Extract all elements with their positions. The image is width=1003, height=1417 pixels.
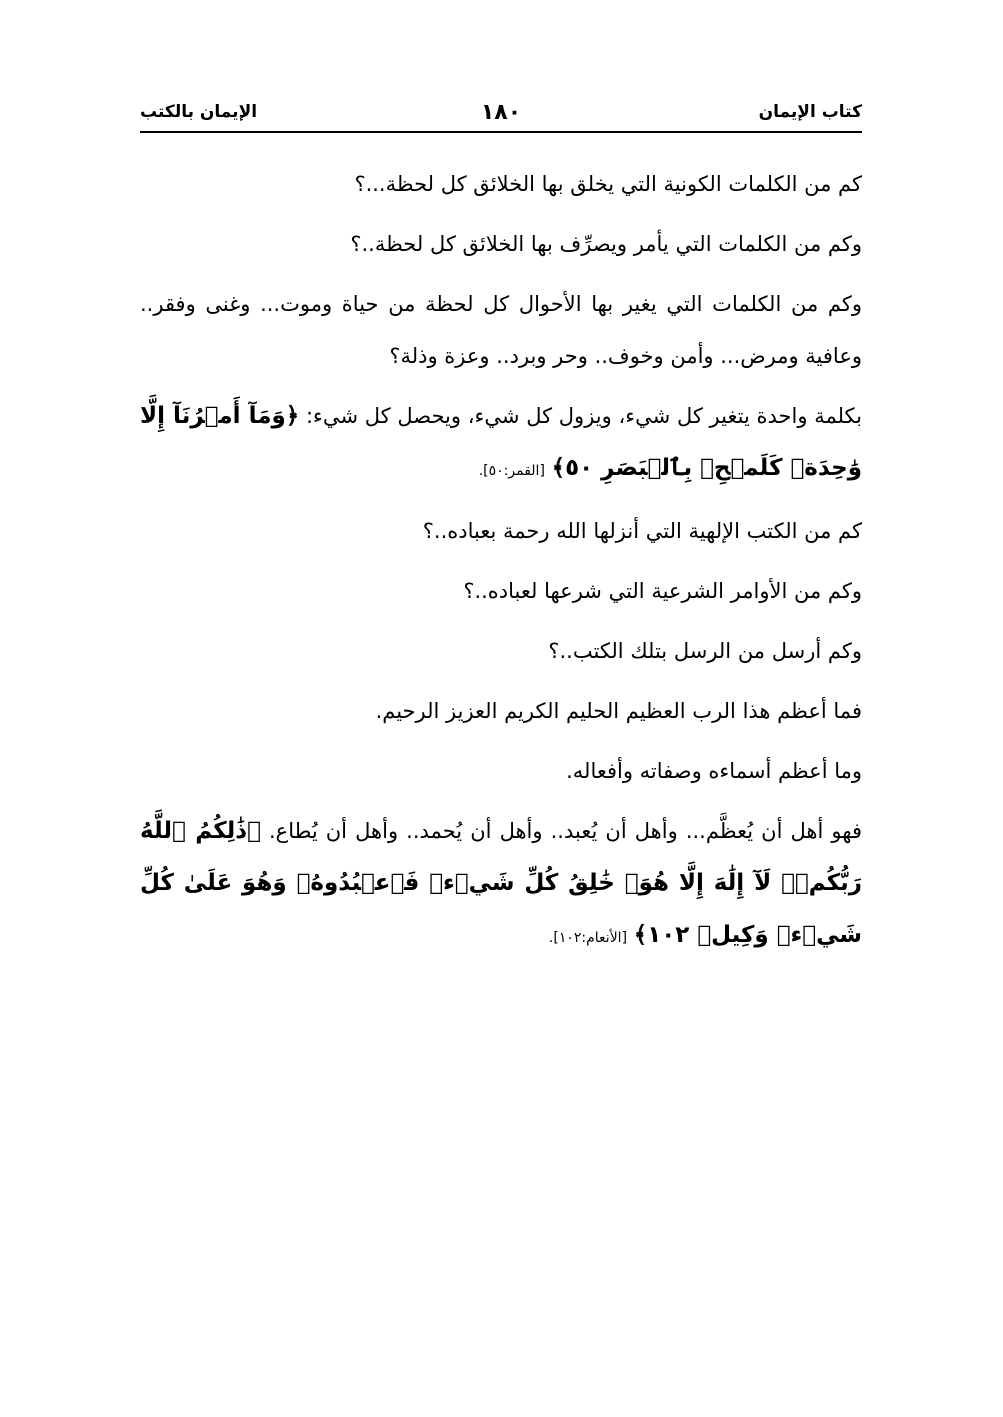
paragraph-1: كم من الكلمات الكونية التي يخلق بها الخلائق كل لحظة...؟ (354, 172, 862, 196)
paragraph-10 (140, 805, 862, 964)
paragraph-9: وما أعظم أسماءه وصفاته وأفعاله. (566, 759, 862, 783)
paragraph-3: وكم من الكلمات التي يغير بها الأحوال كل لحظة من حياة وموت... وغنى وفقر.. وعافية ومرض... وأمن وخوف.. وحر وبرد.. وعزة وذلة؟ (140, 292, 862, 368)
verse-reference-qamar: [القمر:٥٠]. (478, 463, 545, 479)
page-body (140, 158, 862, 964)
paragraph-2: وكم من الكلمات التي يأمر ويصرِّف بها الخلائق كل لحظة..؟ (350, 232, 862, 256)
paragraph-7: وكم أرسل من الرسل بتلك الكتب..؟ (548, 639, 862, 663)
paragraph-4-text: بكلمة واحدة يتغير كل شيء، ويزول كل شيء، ويحصل كل شيء: (305, 404, 862, 428)
quran-verse-anam: ﴿ذَٰلِكُمُ ٱللَّهُ رَبُّكُمۡۖ لَآ إِلَٰهَ إِلَّا هُوَۖ خَٰلِقُ كُلِّ شَيۡءٖ فَٱعۡبُدُوهُۚ وَهُوَ عَلَىٰ كُلِّ شَيۡءٖ وَكِيلٞ ١٠٢﴾ (140, 818, 862, 948)
page-number: ١٨٠ (480, 100, 522, 125)
verse-reference-anam: [الأنعام:١٠٢]. (548, 930, 628, 946)
paragraph-8: فما أعظم هذا الرب العظيم الحليم الكريم العزيز الرحيم. (375, 699, 862, 723)
paragraph-10-text: فهو أهل أن يُعظَّم... وأهل أن يُعبد.. وأهل أن يُحمد.. وأهل أن يُطاع. (268, 819, 862, 843)
chapter-title: الإيمان بالكتب (140, 102, 258, 122)
paragraph-4 (140, 390, 862, 497)
book-title: كتاب الإيمان (758, 102, 862, 122)
page-header (140, 100, 862, 130)
quran-verse-qamar: ﴿وَمَآ أَمۡرُنَآ إِلَّا وَٰحِدَةٞ كَلَمۡحِۭ بِٱلۡبَصَرِ ٥٠﴾ (140, 403, 862, 481)
header-divider (140, 131, 862, 133)
paragraph-6: وكم من الأوامر الشرعية التي شرعها لعباده..؟ (463, 579, 862, 603)
paragraph-5: كم من الكتب الإلهية التي أنزلها الله رحمة بعباده..؟ (422, 519, 862, 543)
